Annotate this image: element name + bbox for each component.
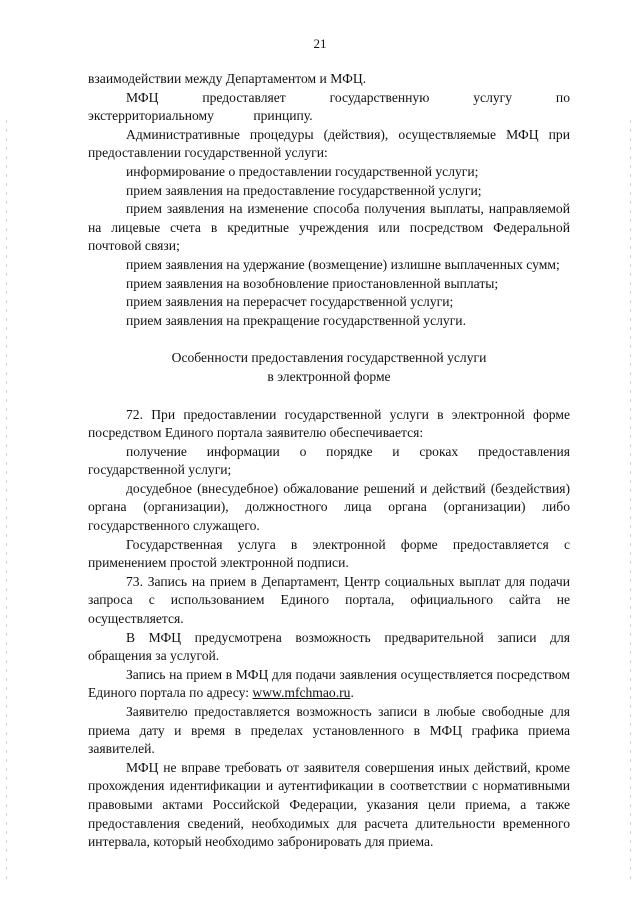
- page-number: 21: [313, 36, 327, 51]
- website-link[interactable]: www.mfchmao.ru: [252, 685, 351, 701]
- list-item: получение информации о порядке и сроках предоставления государственной услуги;: [88, 443, 570, 478]
- paragraph: В МФЦ предусмотрена возможность предварительной записи для обращения за услугой.: [88, 629, 570, 664]
- list-item: досудебное (внесудебное) обжалование решений и действий (бездействия) органа (организации), должностного лица органа (организации) либо государственного служащего.: [88, 480, 570, 534]
- paragraph: Заявителю предоставляется возможность записи в любые свободные для приема дату и время в пределах установленного в МФЦ графика приема заявителей.: [88, 704, 570, 757]
- document-body: [88, 70, 570, 852]
- list-item: прием заявления на возобновление приостановленной выплаты;: [126, 275, 499, 291]
- scan-margin-left: [6, 120, 7, 880]
- list-item: прием заявления на прекращение государственной услуги.: [126, 312, 466, 328]
- paragraph: Административные процедуры (действия), осуществляемые МФЦ при предоставлении государственной услуги:: [88, 126, 570, 161]
- paragraph: МФЦ предоставляет государственную услугу по экстерриториальному принципу.: [88, 89, 570, 124]
- paragraph: МФЦ не вправе требовать от заявителя совершения иных действий, кроме прохождения идентификации и аутентификации в соответствии с нормативными правовыми актами Российской Федерации, указания цели приема, а также предоставления сведений, необходимых для расчета длительности временного интервала, который необходимо забронировать для приема.: [88, 759, 570, 850]
- list-item: прием заявления на перерасчет государственной услуги;: [126, 294, 454, 310]
- paragraph: 72. При предоставлении государственной услуги в электронной форме посредством Единого портала заявителю обеспечивается:: [88, 406, 570, 441]
- paragraph: взаимодействии между Департаментом и МФЦ.: [88, 71, 367, 86]
- paragraph: 73. Запись на прием в Департамент, Центр социальных выплат для подачи запроса с использованием Единого портала, официального сайта не осуществляется.: [88, 573, 570, 627]
- list-item: прием заявления на удержание (возмещение) излишне выплаченных сумм;: [126, 256, 560, 272]
- section-heading-line: Особенности предоставления государственной услуги: [171, 350, 487, 366]
- record-text: Запись на прием в МФЦ для подачи заявления осуществляется посредством Единого портала по адресу:: [88, 666, 570, 701]
- paragraph: Государственная услуга в электронной форме предоставляется с применением простой электронной подписи.: [88, 536, 570, 571]
- list-item: прием заявления на изменение способа получения выплаты, направляемой на лицевые счета в кредитные учреждения или посредством Федеральной почтовой связи;: [88, 201, 570, 254]
- paragraph-record: [88, 666, 570, 703]
- section-heading-line: в электронной форме: [267, 368, 391, 384]
- list-item: прием заявления на предоставление государственной услуги;: [126, 182, 482, 198]
- scan-margin-right: [630, 120, 631, 880]
- section-heading: [88, 349, 570, 386]
- list-item: информирование о предоставлении государственной услуги;: [126, 163, 479, 179]
- record-end: .: [350, 685, 354, 701]
